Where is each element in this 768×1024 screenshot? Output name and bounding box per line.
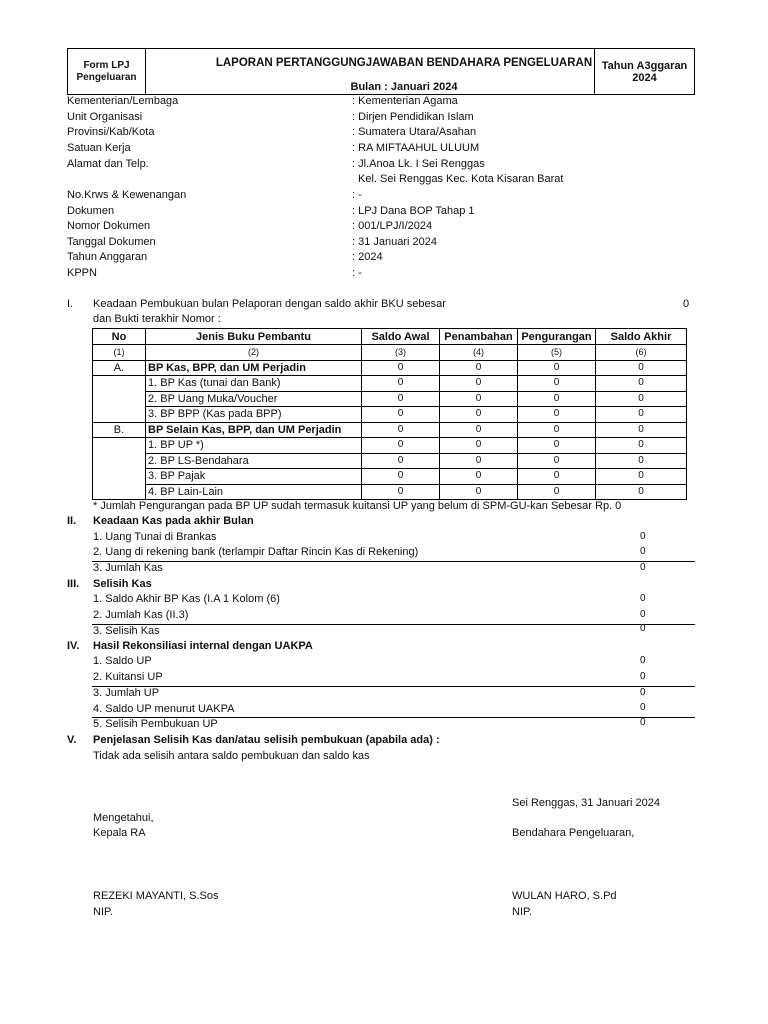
year-cell bbox=[594, 49, 694, 94]
table-row bbox=[93, 484, 687, 500]
year-value: 2024 bbox=[632, 71, 657, 84]
item-name: 2. BP LS-Bendahara bbox=[146, 453, 362, 469]
info-value-1: : Dirjen Pendidikan Islam bbox=[352, 111, 474, 123]
info-value-6: : - bbox=[352, 189, 362, 201]
info-value-10: : 2024 bbox=[352, 251, 383, 263]
table-colnum-row bbox=[93, 345, 687, 361]
cell-saldo-akhir: 0 bbox=[596, 438, 687, 454]
signature-left-nip: NIP. bbox=[93, 906, 113, 918]
cell-saldo-awal: 0 bbox=[362, 376, 440, 392]
cell-pengurangan: 0 bbox=[518, 422, 596, 438]
rekon-row-label: 2. Kuitansi UP bbox=[93, 671, 163, 683]
info-value-5: Kel. Sei Renggas Kec. Kota Kisaran Barat bbox=[358, 173, 564, 185]
form-label-line1: Form LPJ bbox=[83, 59, 130, 71]
col-header-no: No bbox=[93, 329, 146, 345]
col-header-saldo-awal: Saldo Awal bbox=[362, 329, 440, 345]
cell-saldo-awal: 0 bbox=[362, 438, 440, 454]
group-no: B. bbox=[93, 422, 146, 438]
item-name: 1. BP UP *) bbox=[146, 438, 362, 454]
item-name: 2. BP Uang Muka/Voucher bbox=[146, 391, 362, 407]
info-value-2: : Sumatera Utara/Asahan bbox=[352, 126, 477, 138]
item-name: 4. BP Lain-Lain bbox=[146, 484, 362, 500]
info-label-8: Nomor Dokumen bbox=[67, 220, 151, 232]
table-row bbox=[93, 438, 687, 454]
empty-no-cell bbox=[93, 438, 146, 500]
section-4-number: IV. bbox=[67, 640, 80, 652]
cell-saldo-awal: 0 bbox=[362, 469, 440, 485]
rekon-row-value: 0 bbox=[640, 671, 646, 682]
cell-saldo-akhir: 0 bbox=[596, 407, 687, 423]
section-4-title: Hasil Rekonsiliasi internal dengan UAKPA bbox=[93, 640, 313, 652]
form-label-line2: Pengeluaran bbox=[76, 71, 137, 83]
item-name: 1. BP Kas (tunai dan Bank) bbox=[146, 376, 362, 392]
col-header-penambahan: Penambahan bbox=[440, 329, 518, 345]
form-label-cell bbox=[68, 49, 146, 94]
cell-pengurangan: 0 bbox=[518, 360, 596, 376]
cell-penambahan: 0 bbox=[440, 453, 518, 469]
selisih-row-value: 0 bbox=[640, 593, 646, 604]
divider bbox=[92, 624, 695, 625]
kas-row-value: 0 bbox=[640, 531, 646, 542]
rekon-row-label: 3. Jumlah UP bbox=[93, 687, 160, 699]
cell-saldo-awal: 0 bbox=[362, 484, 440, 500]
section-2-number: II. bbox=[67, 515, 77, 527]
table-row bbox=[93, 391, 687, 407]
info-label-6: No.Krws & Kewenangan bbox=[67, 189, 187, 201]
rekon-row-label: 1. Saldo UP bbox=[93, 655, 152, 667]
colnum-3: (3) bbox=[362, 345, 440, 361]
cell-penambahan: 0 bbox=[440, 360, 518, 376]
kas-row-label: 3. Jumlah Kas bbox=[93, 562, 163, 574]
group-name: BP Kas, BPP, dan UM Perjadin bbox=[146, 360, 362, 376]
rekon-row-value: 0 bbox=[640, 702, 646, 713]
cell-penambahan: 0 bbox=[440, 391, 518, 407]
col-header-jenis: Jenis Buku Pembantu bbox=[146, 329, 362, 345]
cell-penambahan: 0 bbox=[440, 407, 518, 423]
section-3-number: III. bbox=[67, 578, 80, 590]
rekon-row-value: 0 bbox=[640, 655, 646, 666]
cell-pengurangan: 0 bbox=[518, 376, 596, 392]
table-row bbox=[93, 453, 687, 469]
section-3-title: Selisih Kas bbox=[93, 578, 152, 590]
selisih-row-label: 1. Saldo Akhir BP Kas (I.A 1 Kolom (6) bbox=[93, 593, 280, 605]
signature-right-title: Bendahara Pengeluaran, bbox=[512, 827, 635, 839]
info-label-4: Alamat dan Telp. bbox=[67, 158, 149, 170]
colnum-1: (1) bbox=[93, 345, 146, 361]
info-value-0: : Kementerian Agama bbox=[352, 95, 458, 107]
cell-penambahan: 0 bbox=[440, 422, 518, 438]
info-label-2: Provinsi/Kab/Kota bbox=[67, 126, 155, 138]
table-row bbox=[93, 469, 687, 485]
rekon-row-value: 0 bbox=[640, 717, 646, 728]
signature-right-nip: NIP. bbox=[512, 906, 532, 918]
selisih-row-value: 0 bbox=[640, 623, 646, 634]
colnum-2: (2) bbox=[146, 345, 362, 361]
cell-saldo-awal: 0 bbox=[362, 360, 440, 376]
cell-penambahan: 0 bbox=[440, 484, 518, 500]
cell-saldo-awal: 0 bbox=[362, 407, 440, 423]
cell-saldo-awal: 0 bbox=[362, 453, 440, 469]
kas-row-label: 2. Uang di rekening bank (terlampir Daftar Rincin Kas di Rekening) bbox=[93, 546, 419, 558]
divider bbox=[92, 686, 695, 687]
report-month: Bulan : Januari 2024 bbox=[350, 81, 458, 93]
cell-saldo-akhir: 0 bbox=[596, 453, 687, 469]
info-label-0: Kementerian/Lembaga bbox=[67, 95, 179, 107]
table-header-row bbox=[93, 329, 687, 345]
cell-saldo-awal: 0 bbox=[362, 422, 440, 438]
kas-row-value: 0 bbox=[640, 546, 646, 557]
signature-place-date: Sei Renggas, 31 Januari 2024 bbox=[512, 797, 660, 809]
info-value-11: : - bbox=[352, 267, 362, 279]
table-footnote: * Jumlah Pengurangan pada BP UP sudah termasuk kuitansi UP yang belum di SPM-GU-kan Sebesar Rp. 0 bbox=[93, 500, 622, 512]
cell-saldo-akhir: 0 bbox=[596, 391, 687, 407]
cell-pengurangan: 0 bbox=[518, 453, 596, 469]
table-row bbox=[93, 376, 687, 392]
info-label-7: Dokumen bbox=[67, 205, 115, 217]
cell-saldo-akhir: 0 bbox=[596, 422, 687, 438]
section-5-text: Tidak ada selisih antara saldo pembukuan dan saldo kas bbox=[93, 750, 370, 762]
cell-pengurangan: 0 bbox=[518, 469, 596, 485]
signature-left-name: REZEKI MAYANTI, S.Sos bbox=[93, 890, 219, 902]
selisih-row-label: 2. Jumlah Kas (II.3) bbox=[93, 609, 189, 621]
table-row bbox=[93, 422, 687, 438]
divider bbox=[92, 561, 695, 562]
colnum-4: (4) bbox=[440, 345, 518, 361]
colnum-5: (5) bbox=[518, 345, 596, 361]
cell-pengurangan: 0 bbox=[518, 438, 596, 454]
rekon-row-label: 4. Saldo UP menurut UAKPA bbox=[93, 703, 235, 715]
colnum-6: (6) bbox=[596, 345, 687, 361]
table-row bbox=[93, 407, 687, 423]
info-value-8: : 001/LPJ/I/2024 bbox=[352, 220, 433, 232]
title-cell bbox=[145, 49, 663, 94]
cell-penambahan: 0 bbox=[440, 376, 518, 392]
section-2-title: Keadaan Kas pada akhir Bulan bbox=[93, 515, 254, 527]
empty-no-cell bbox=[93, 376, 146, 423]
cell-saldo-akhir: 0 bbox=[596, 484, 687, 500]
buku-pembantu-table bbox=[92, 328, 687, 500]
info-label-11: KPPN bbox=[67, 267, 97, 279]
info-label-10: Tahun Anggaran bbox=[67, 251, 148, 263]
table-row bbox=[93, 360, 687, 376]
cell-penambahan: 0 bbox=[440, 469, 518, 485]
cell-saldo-akhir: 0 bbox=[596, 376, 687, 392]
section-1-number: I. bbox=[67, 298, 74, 310]
cell-saldo-awal: 0 bbox=[362, 391, 440, 407]
info-value-3: : RA MIFTAAHUL ULUUM bbox=[352, 142, 480, 154]
signature-left-line2: Kepala RA bbox=[93, 827, 146, 839]
rekon-row-value: 0 bbox=[640, 687, 646, 698]
group-name: BP Selain Kas, BPP, dan UM Perjadin bbox=[146, 422, 362, 438]
cell-penambahan: 0 bbox=[440, 438, 518, 454]
col-header-saldo-akhir: Saldo Akhir bbox=[596, 329, 687, 345]
section-5-number: V. bbox=[67, 734, 77, 746]
cell-pengurangan: 0 bbox=[518, 391, 596, 407]
rekon-row-label: 5. Selisih Pembukuan UP bbox=[93, 718, 218, 730]
cell-pengurangan: 0 bbox=[518, 407, 596, 423]
saldo-akhir-bku-value: 0 bbox=[683, 298, 690, 310]
cell-pengurangan: 0 bbox=[518, 484, 596, 500]
section-1-line2: dan Bukti terakhir Nomor : bbox=[93, 313, 221, 325]
selisih-row-value: 0 bbox=[640, 609, 646, 620]
group-no: A. bbox=[93, 360, 146, 376]
signature-left-line1: Mengetahui, bbox=[93, 812, 154, 824]
section-5-title: Penjelasan Selisih Kas dan/atau selisih pembukuan (apabila ada) : bbox=[93, 734, 440, 746]
kas-row-label: 1. Uang Tunai di Brankas bbox=[93, 531, 217, 543]
info-value-7: : LPJ Dana BOP Tahap 1 bbox=[352, 205, 475, 217]
item-name: 3. BP BPP (Kas pada BPP) bbox=[146, 407, 362, 423]
info-value-4: : Jl.Anoa Lk. I Sei Renggas bbox=[352, 158, 485, 170]
info-label-9: Tanggal Dokumen bbox=[67, 236, 156, 248]
cell-saldo-akhir: 0 bbox=[596, 360, 687, 376]
col-header-pengurangan: Pengurangan bbox=[518, 329, 596, 345]
kas-row-value: 0 bbox=[640, 562, 646, 573]
signature-right-name: WULAN HARO, S.Pd bbox=[512, 890, 617, 902]
report-title: LAPORAN PERTANGGUNGJAWABAN BENDAHARA PENGELUARAN bbox=[215, 57, 593, 69]
selisih-row-label: 3. Selisih Kas bbox=[93, 625, 160, 637]
info-value-9: : 31 Januari 2024 bbox=[352, 236, 438, 248]
section-1-line1: Keadaan Pembukuan bulan Pelaporan dengan saldo akhir BKU sebesar bbox=[93, 298, 446, 310]
item-name: 3. BP Pajak bbox=[146, 469, 362, 485]
cell-saldo-akhir: 0 bbox=[596, 469, 687, 485]
year-label: Tahun A3ggaran bbox=[601, 59, 688, 72]
report-header bbox=[67, 48, 695, 95]
info-label-3: Satuan Kerja bbox=[67, 142, 131, 154]
info-label-1: Unit Organisasi bbox=[67, 111, 143, 123]
